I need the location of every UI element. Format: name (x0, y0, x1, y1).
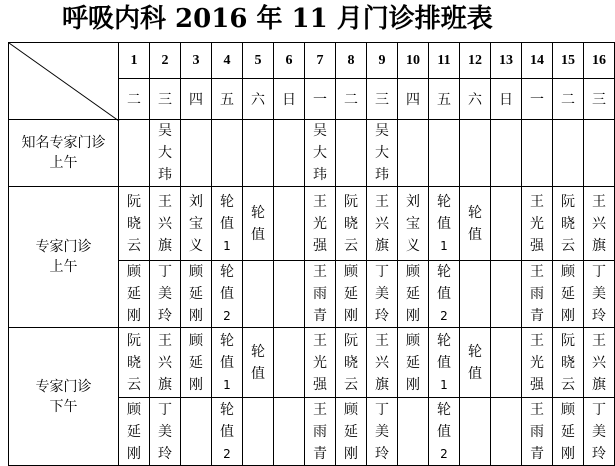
schedule-table (8, 42, 615, 466)
duty-cell (119, 187, 150, 261)
duty-cell (150, 120, 181, 187)
doctor-name: 轮 值 (251, 343, 265, 382)
day-number-cell-11: 11 (429, 43, 460, 79)
duty-cell (212, 328, 243, 398)
section-title: 专家门诊 (35, 378, 92, 395)
doctor-name: 轮 值 (468, 204, 482, 243)
duty-cell (305, 398, 336, 466)
doctor-name: 轮 值 (468, 343, 482, 382)
weekday-cell-14: 一 (522, 79, 553, 120)
duty-cell (367, 328, 398, 398)
duty-cell (553, 187, 584, 261)
section-time: 下午 (49, 398, 78, 415)
expert-pm-row-1 (9, 328, 615, 398)
duty-cell (460, 187, 491, 261)
day-number-cell-3: 3 (181, 43, 212, 79)
weekday-cell-1: 二 (119, 79, 150, 120)
doctor-name: 顾 延 刚 (561, 264, 575, 324)
duty-cell (212, 398, 243, 466)
duty-cell (429, 261, 460, 328)
duty-cell (429, 398, 460, 466)
weekday-cell-6: 日 (274, 79, 305, 120)
duty-cell (243, 328, 274, 398)
doctor-name: 王 雨 青 (530, 401, 544, 462)
day-number-cell-6: 6 (274, 43, 305, 79)
section-title: 专家门诊 (35, 239, 92, 255)
duty-cell (119, 328, 150, 398)
corner-header-cell (9, 43, 119, 120)
duty-cell (522, 398, 553, 466)
doctor-name: 轮 值 1 (437, 332, 451, 392)
duty-cell (274, 120, 305, 187)
duty-cell (553, 398, 584, 466)
weekday-cell-10: 四 (398, 79, 429, 120)
doctor-name: 王 光 强 (530, 193, 544, 254)
doctor-name: 王 雨 青 (313, 401, 327, 462)
doctor-name: 顾 延 刚 (344, 264, 358, 324)
duty-cell (491, 398, 522, 466)
doctor-name: 王 兴 旗 (158, 193, 172, 254)
day-number-cell-9: 9 (367, 43, 398, 79)
duty-cell (398, 328, 429, 398)
doctor-name: 吴 大 玮 (158, 123, 172, 183)
doctor-name: 顾 延 刚 (127, 264, 141, 324)
doctor-name: 吴 大 玮 (313, 123, 327, 183)
duty-cell (367, 120, 398, 187)
duty-cell (150, 187, 181, 261)
duty-cell (243, 398, 274, 466)
weekday-cell-7: 一 (305, 79, 336, 120)
duty-cell (398, 261, 429, 328)
doctor-name: 轮 值 1 (437, 193, 451, 253)
day-number-cell-12: 12 (460, 43, 491, 79)
duty-cell (398, 187, 429, 261)
doctor-name: 阮 晓 云 (561, 193, 575, 254)
doctor-name: 王 雨 青 (313, 264, 327, 324)
doctor-name: 轮 值 2 (437, 401, 451, 461)
duty-cell (584, 187, 615, 261)
duty-cell (584, 261, 615, 328)
weekday-cell-13: 日 (491, 79, 522, 120)
doctor-name: 轮 值 1 (220, 332, 234, 392)
doctor-name: 顾 延 刚 (189, 264, 203, 324)
duty-cell (429, 120, 460, 187)
doctor-name: 王 光 强 (313, 332, 327, 393)
duty-cell (181, 328, 212, 398)
duty-cell (460, 398, 491, 466)
duty-cell (212, 187, 243, 261)
doctor-name: 轮 值 2 (220, 401, 234, 461)
doctor-name: 顾 延 刚 (406, 264, 420, 324)
duty-cell (305, 261, 336, 328)
doctor-name: 顾 延 刚 (189, 332, 203, 393)
weekday-cell-9: 三 (367, 79, 398, 120)
duty-cell (212, 261, 243, 328)
doctor-name: 王 兴 旗 (375, 193, 389, 254)
day-number-cell-16: 16 (584, 43, 615, 79)
duty-cell (305, 328, 336, 398)
doctor-name: 顾 延 刚 (127, 401, 141, 462)
day-number-cell-14: 14 (522, 43, 553, 79)
duty-cell (274, 187, 305, 261)
doctor-name: 顾 延 刚 (561, 401, 575, 462)
duty-cell (460, 328, 491, 398)
duty-cell (429, 187, 460, 261)
duty-cell (367, 261, 398, 328)
duty-cell (150, 398, 181, 466)
duty-cell (181, 261, 212, 328)
duty-cell (181, 398, 212, 466)
duty-cell (243, 187, 274, 261)
day-number-cell-15: 15 (553, 43, 584, 79)
duty-cell (150, 328, 181, 398)
day-number-cell-10: 10 (398, 43, 429, 79)
doctor-name: 王 兴 旗 (592, 332, 606, 393)
weekday-cell-3: 四 (181, 79, 212, 120)
duty-cell (398, 398, 429, 466)
duty-cell (491, 261, 522, 328)
doctor-name: 丁 美 玲 (375, 264, 389, 324)
day-number-cell-4: 4 (212, 43, 243, 79)
duty-cell (522, 120, 553, 187)
doctor-name: 轮 值 2 (437, 264, 451, 323)
weekday-cell-8: 二 (336, 79, 367, 120)
page-title: 呼吸内科 2016 年 11 月门诊排班表 (62, 4, 493, 34)
duty-cell (553, 120, 584, 187)
doctor-name: 轮 值 1 (220, 193, 234, 253)
doctor-name: 王 兴 旗 (592, 193, 606, 254)
doctor-name: 顾 延 刚 (406, 332, 420, 393)
duty-cell (460, 261, 491, 328)
doctor-name: 轮 值 2 (220, 264, 234, 323)
doctor-name: 顾 延 刚 (344, 401, 358, 462)
famous-expert-am-label (9, 120, 119, 187)
doctor-name: 王 兴 旗 (375, 332, 389, 393)
weekday-cell-4: 五 (212, 79, 243, 120)
doctor-name: 丁 美 玲 (158, 401, 172, 462)
duty-cell (119, 261, 150, 328)
doctor-name: 轮 值 (251, 204, 265, 243)
weekday-cell-2: 三 (150, 79, 181, 120)
expert-am-label (9, 187, 119, 328)
day-number-row (9, 43, 615, 79)
duty-cell (367, 398, 398, 466)
duty-cell (274, 261, 305, 328)
duty-cell (274, 398, 305, 466)
day-number-cell-5: 5 (243, 43, 274, 79)
doctor-name: 丁 美 玲 (375, 401, 389, 462)
weekday-cell-16: 三 (584, 79, 615, 120)
doctor-name: 刘 宝 义 (189, 193, 203, 254)
duty-cell (367, 187, 398, 261)
duty-cell (553, 261, 584, 328)
duty-cell (522, 328, 553, 398)
famous-expert-am-row (9, 120, 615, 187)
duty-cell (553, 328, 584, 398)
day-number-cell-13: 13 (491, 43, 522, 79)
duty-cell (584, 328, 615, 398)
duty-cell (429, 328, 460, 398)
duty-cell (243, 120, 274, 187)
duty-cell (491, 187, 522, 261)
duty-cell (522, 187, 553, 261)
doctor-name: 王 雨 青 (530, 264, 544, 324)
doctor-name: 阮 晓 云 (344, 193, 358, 254)
duty-cell (584, 398, 615, 466)
doctor-name: 王 兴 旗 (158, 332, 172, 393)
section-time: 上午 (49, 259, 78, 275)
expert-pm-label (9, 328, 119, 466)
weekday-cell-12: 六 (460, 79, 491, 120)
duty-cell (460, 120, 491, 187)
diagonal-divider (9, 43, 119, 121)
duty-cell (491, 328, 522, 398)
section-title: 知名专家门诊 (21, 135, 106, 151)
day-number-cell-8: 8 (336, 43, 367, 79)
doctor-name: 阮 晓 云 (127, 193, 141, 254)
duty-cell (584, 120, 615, 187)
doctor-name: 刘 宝 义 (406, 193, 420, 254)
weekday-cell-15: 二 (553, 79, 584, 120)
weekday-cell-5: 六 (243, 79, 274, 120)
duty-cell (336, 187, 367, 261)
duty-cell (336, 398, 367, 466)
doctor-name: 阮 晓 云 (344, 332, 358, 393)
duty-cell (305, 187, 336, 261)
duty-cell (212, 120, 243, 187)
doctor-name: 王 光 强 (530, 332, 544, 393)
duty-cell (150, 261, 181, 328)
duty-cell (336, 120, 367, 187)
duty-cell (336, 328, 367, 398)
duty-cell (119, 398, 150, 466)
duty-cell (243, 261, 274, 328)
doctor-name: 阮 晓 云 (561, 332, 575, 393)
doctor-name: 丁 美 玲 (592, 264, 606, 324)
duty-cell (119, 120, 150, 187)
duty-cell (305, 120, 336, 187)
doctor-name: 丁 美 玲 (592, 401, 606, 462)
duty-cell (274, 328, 305, 398)
day-number-cell-7: 7 (305, 43, 336, 79)
weekday-cell-11: 五 (429, 79, 460, 120)
duty-cell (522, 261, 553, 328)
doctor-name: 吴 大 玮 (375, 123, 389, 183)
expert-am-row-1 (9, 187, 615, 261)
duty-cell (181, 120, 212, 187)
duty-cell (398, 120, 429, 187)
doctor-name: 丁 美 玲 (158, 264, 172, 324)
doctor-name: 王 光 强 (313, 193, 327, 254)
doctor-name: 阮 晓 云 (127, 332, 141, 393)
section-time: 上午 (49, 155, 78, 171)
duty-cell (491, 120, 522, 187)
day-number-cell-1: 1 (119, 43, 150, 79)
duty-cell (181, 187, 212, 261)
day-number-cell-2: 2 (150, 43, 181, 79)
duty-cell (336, 261, 367, 328)
